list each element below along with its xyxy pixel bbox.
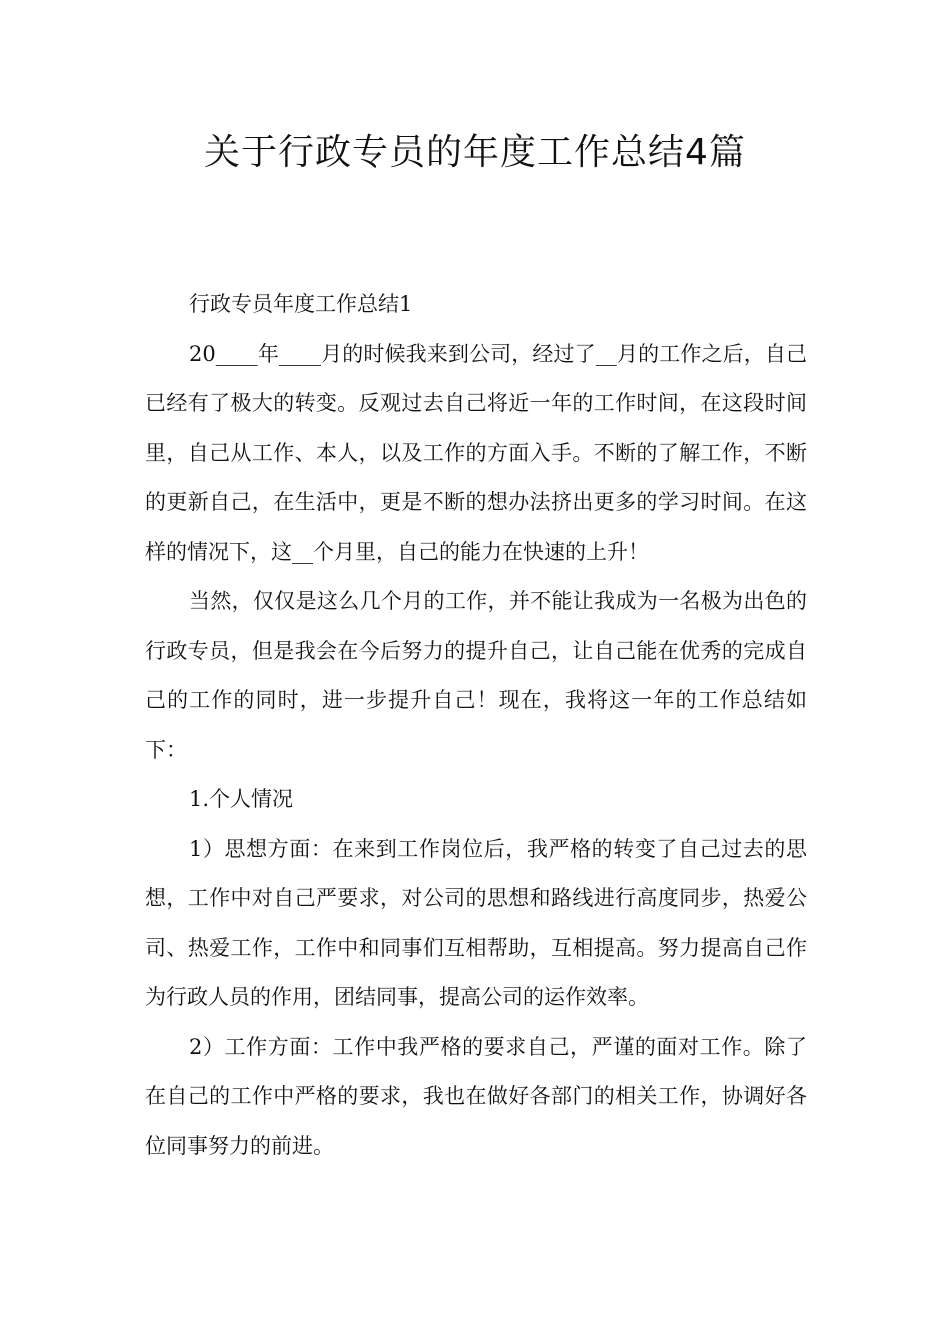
body-paragraph: 2）工作方面：工作中我严格的要求自己，严谨的面对工作。除了在自己的工作中严格的要求，我也在做好各部门的相关工作，协调好各位同事努力的前进。 <box>145 1034 807 1158</box>
document-body <box>145 280 807 1171</box>
list-heading: 1.个人情况 <box>189 787 294 811</box>
body-paragraph: 当然，仅仅是这么几个月的工作，并不能让我成为一名极为出色的行政专员，但是我会在今后努力的提升自己，让自己能在优秀的完成自己的工作的同时，进一步提升自己！现在，我将这一年的工作总结如下： <box>145 589 807 762</box>
document-title: 关于行政专员的年度工作总结4篇 <box>204 132 746 173</box>
section-heading: 行政专员年度工作总结1 <box>189 292 413 316</box>
body-paragraph: 1）思想方面：在来到工作岗位后，我严格的转变了自己过去的思想，工作中对自己严要求，对公司的思想和路线进行高度同步，热爱公司、热爱工作，工作中和同事们互相帮助，互相提高。努力提高自己作为行政人员的作用，团结同事，提高公司的运作效率。 <box>145 836 807 1009</box>
body-paragraph: 20____年____月的时候我来到公司，经过了__月的工作之后，自己已经有了极大的转变。反观过去自己将近一年的工作时间，在这段时间里，自己从工作、本人，以及工作的方面入手。不断的了解工作，不断的更新自己，在生活中，更是不断的想办法挤出更多的学习时间。在这样的情况下，这__个月里，自己的能力在快速的上升！ <box>145 341 807 564</box>
